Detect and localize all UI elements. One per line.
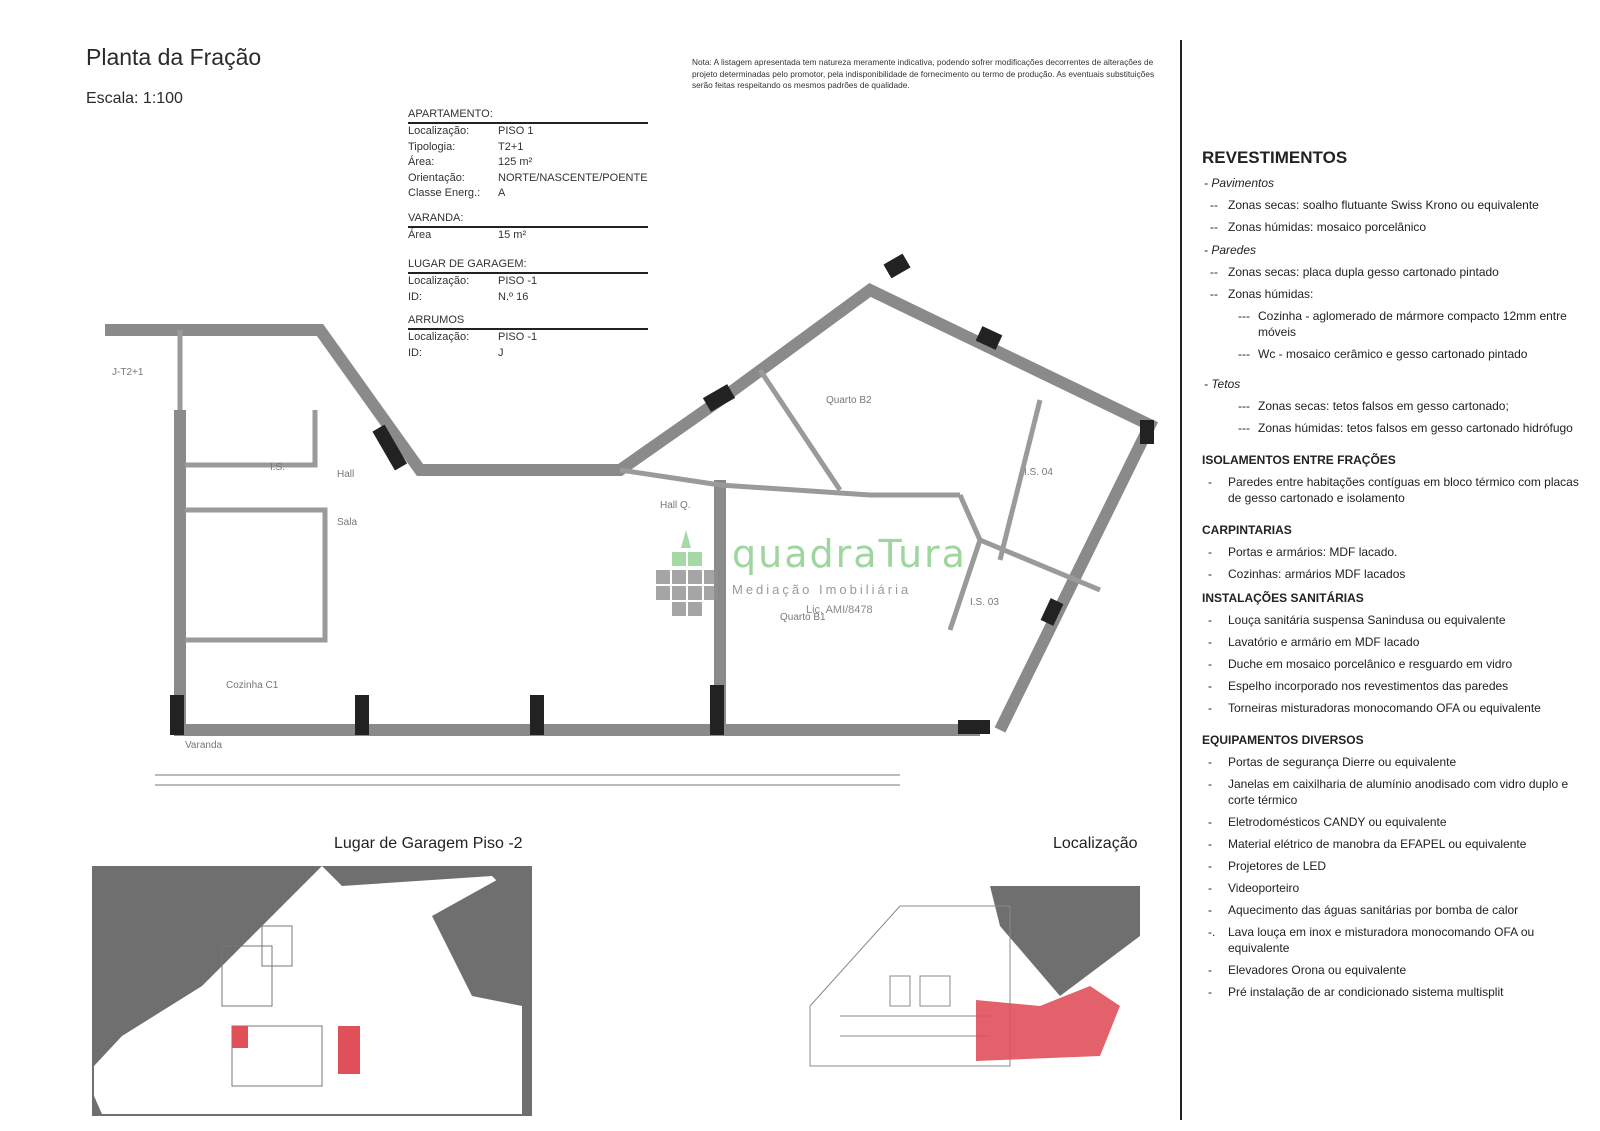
list-item: --- Zonas secas: tetos falsos em gesso cartonado;: [1238, 399, 1509, 413]
scale-label: Escala: 1:100: [86, 90, 183, 107]
room-quarto2-label: Quarto B2: [826, 395, 872, 406]
spec-row: [408, 155, 648, 171]
arrumos-spec-title: ARRUMOS: [408, 314, 648, 330]
room-ls-label: I.S.: [270, 462, 286, 473]
apartment-spec: [408, 108, 648, 202]
tetos-label: - Tetos: [1204, 377, 1241, 391]
specifications-panel: [1202, 148, 1592, 1003]
spec-value: J: [498, 346, 504, 359]
list-item: - Material elétrico de manobra da EFAPEL ou equivalente: [1208, 837, 1527, 851]
disclaimer-note: Nota: A listagem apresentada tem natureza meramente indicativa, podendo sofrer modificações decorrentes de alterações de projeto determinadas pelo promotor, pela indisponibilidade de fornecimento ou termo de produção. As eventuais substituições serão feitas respeitando os mesmos padrões de qualidade.: [692, 57, 1155, 90]
list-item: - Lavatório e armário em MDF lacado: [1208, 635, 1420, 649]
spec-value: PISO -1: [498, 275, 538, 287]
list-item: -- Zonas húmidas:: [1210, 287, 1314, 301]
spec-key: Área: [408, 229, 432, 241]
spec-value: T2+1: [498, 140, 524, 153]
balcony-rail: [155, 775, 900, 785]
revestimentos-title: REVESTIMENTOS: [1202, 148, 1348, 167]
list-item: -- Zonas secas: soalho flutuante Swiss Krono ou equivalente: [1210, 198, 1539, 212]
spec-key: ID:: [408, 290, 423, 303]
garage-plan-title: Lugar de Garagem Piso -2: [334, 835, 523, 852]
spec-value: PISO -1: [498, 331, 538, 343]
room-cozinha-label: Cozinha C1: [226, 680, 279, 691]
list-item: - Cozinhas: armários MDF lacados: [1208, 567, 1406, 581]
room-hall-label: Hall: [337, 469, 355, 480]
spec-value: PISO 1: [498, 125, 534, 137]
spec-row: [408, 171, 648, 187]
room-sala-label: Sala: [337, 517, 358, 528]
equipamentos-title: EQUIPAMENTOS DIVERSOS: [1202, 733, 1364, 747]
spec-key: Localização:: [408, 331, 470, 343]
list-item: - Elevadores Orona ou equivalente: [1208, 963, 1407, 977]
watermark-license: Lic. AMI/8478: [806, 604, 873, 616]
list-item: - Janelas em caixilharia de alumínio anodisado com vidro duplo e corte térmico: [1208, 777, 1569, 807]
list-item: - Projetores de LED: [1208, 859, 1327, 873]
spec-key: Classe Energ.:: [408, 187, 481, 199]
garage-plan: [92, 866, 532, 1116]
room-varanda-label: Varanda: [185, 740, 223, 751]
list-item: - Paredes entre habitações contíguas em bloco térmico com placas de gesso cartonado e isolamento: [1208, 475, 1579, 505]
watermark-name: quadraTura: [732, 532, 967, 576]
list-item: - Torneiras misturadoras monocomando OFA ou equivalente: [1208, 701, 1541, 715]
garage-highlight-spot: [232, 1026, 248, 1048]
spec-key: ID:: [408, 346, 423, 359]
panel-divider: [1180, 40, 1182, 1120]
spec-row: [408, 140, 648, 156]
spec-row: [408, 186, 648, 202]
spec-value: A: [498, 187, 506, 199]
paredes-label: - Paredes: [1204, 243, 1257, 257]
spec-row: [408, 124, 648, 140]
pavimentos-label: - Pavimentos: [1204, 176, 1275, 190]
location-plan-title: Localização: [1053, 835, 1138, 852]
list-item: - Pré instalação de ar condicionado sistema multisplit: [1208, 985, 1504, 999]
apartment-spec-title: APARTAMENTO:: [408, 108, 648, 124]
watermark-logo-icon: [646, 520, 726, 620]
list-item: - Eletrodomésticos CANDY ou equivalente: [1208, 815, 1447, 829]
spec-value: 15 m²: [498, 229, 527, 241]
spec-value: N.º 16: [498, 290, 529, 303]
location-plan: [780, 866, 1150, 1096]
spec-key: Orientação:: [408, 171, 465, 184]
list-item: - Duche em mosaico porcelânico e resguardo em vidro: [1208, 657, 1513, 671]
list-item: --- Cozinha - aglomerado de mármore compacto 12mm entre móveis: [1238, 309, 1567, 339]
list-item: --- Wc - mosaico cerâmico e gesso cartonado pintado: [1238, 347, 1528, 361]
storage-highlight: [338, 1026, 360, 1074]
list-item: - Aquecimento das águas sanitárias por bomba de calor: [1208, 903, 1519, 917]
watermark: [646, 520, 966, 630]
isolamentos-title: ISOLAMENTOS ENTRE FRAÇÕES: [1202, 453, 1396, 467]
unit-tag-label: J-T2+1: [112, 367, 144, 378]
carpintarias-title: CARPINTARIAS: [1202, 523, 1292, 537]
room-ls3-label: I.S. 03: [970, 597, 999, 608]
list-item: -- Zonas secas: placa dupla gesso cartonado pintado: [1210, 265, 1499, 279]
list-item: - Louça sanitária suspensa Sanindusa ou equivalente: [1208, 613, 1506, 627]
floor-plan: [100, 230, 1180, 810]
spec-key: Tipologia:: [408, 140, 456, 153]
spec-key: Localização:: [408, 125, 470, 137]
list-item: -- Zonas húmidas: mosaico porcelânico: [1210, 220, 1427, 234]
garagem-spec-title: LUGAR DE GARAGEM:: [408, 258, 648, 274]
room-quarto1-label: Quarto B1: [780, 612, 826, 623]
list-item: - Espelho incorporado nos revestimentos das paredes: [1208, 679, 1509, 693]
list-item: -. Lava louça em inox e misturadora monocomando OFA ou equivalente: [1208, 925, 1535, 955]
watermark-subtitle: Mediação Imobiliária: [732, 582, 912, 597]
spec-value: 125 m²: [498, 156, 533, 168]
list-item: - Portas e armários: MDF lacado.: [1208, 545, 1398, 559]
list-item: --- Zonas húmidas: tetos falsos em gesso cartonado hidrófugo: [1238, 421, 1573, 435]
spec-key: Localização:: [408, 275, 470, 287]
spec-value: NORTE/NASCENTE/POENTE: [498, 171, 648, 184]
page-title: Planta da Fração: [86, 44, 262, 70]
spec-key: Área:: [408, 156, 435, 168]
sanitarias-title: INSTALAÇÕES SANITÁRIAS: [1202, 591, 1364, 605]
varanda-spec-title: VARANDA:: [408, 212, 648, 228]
room-ls4-label: I.S. 04: [1024, 467, 1053, 478]
room-hallq-label: Hall Q.: [660, 500, 691, 511]
list-item: - Videoporteiro: [1208, 881, 1300, 895]
list-item: - Portas de segurança Dierre ou equivalente: [1208, 755, 1457, 769]
